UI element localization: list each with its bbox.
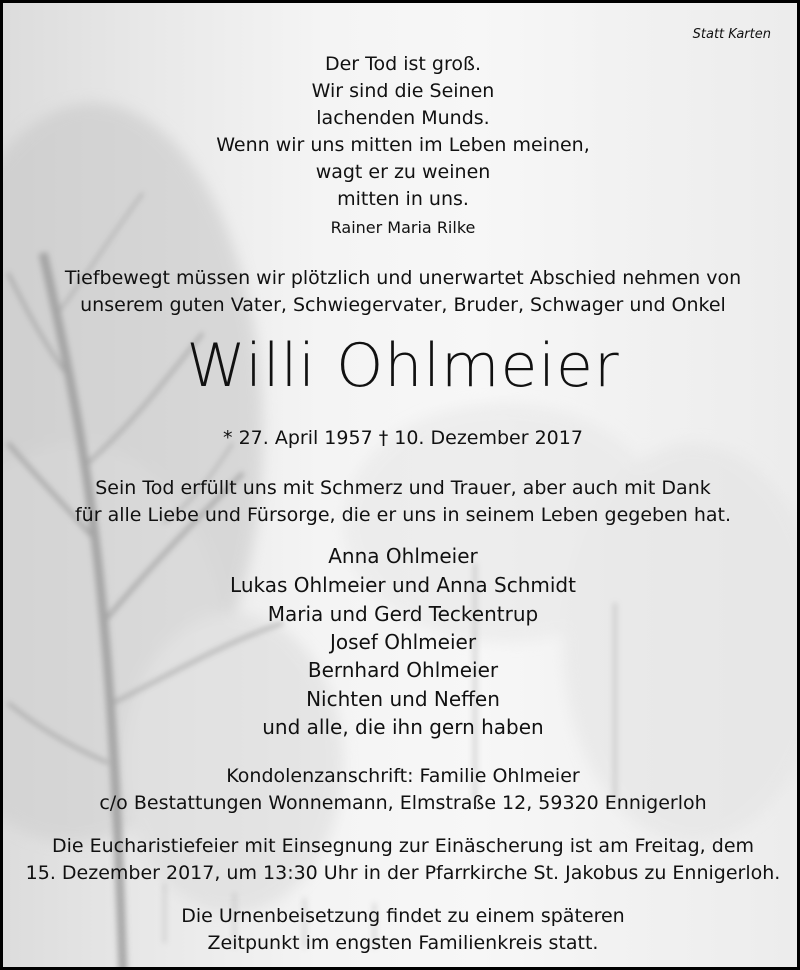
family-member: Maria und Gerd Teckentrup	[267, 602, 539, 626]
gratitude-line: für alle Liebe und Fürsorge, die er uns in seinem Leben gegeben hat.	[74, 504, 732, 526]
poem-line: wagt er zu weinen	[315, 161, 491, 183]
burial-info-line: Zeitpunkt im engsten Familienkreis statt.	[207, 932, 599, 954]
life-dates: * 27. April 1957 † 10. Dezember 2017	[223, 427, 583, 449]
family-member: Anna Ohlmeier	[328, 544, 478, 568]
poem-author: Rainer Maria Rilke	[330, 218, 476, 237]
condolence-address-line: c/o Bestattungen Wonnemann, Elmstraße 12, 59320 Ennigerloh	[99, 792, 707, 814]
poem-line: Der Tod ist groß.	[324, 53, 482, 75]
intro-line: Tiefbewegt müssen wir plötzlich und unerwartet Abschied nehmen von	[64, 267, 742, 289]
poem-line: lachenden Munds.	[316, 107, 490, 129]
deceased-name: Willi Ohlmeier	[186, 331, 620, 401]
condolence-address-line: Kondolenzanschrift: Familie Ohlmeier	[226, 765, 580, 787]
family-member: Lukas Ohlmeier und Anna Schmidt	[230, 573, 576, 597]
service-info-line: 15. Dezember 2017, um 13:30 Uhr in der Pfarrkirche St. Jakobus zu Ennigerloh.	[25, 862, 781, 884]
statt-karten-note: Statt Karten	[692, 27, 771, 42]
family-member: Bernhard Ohlmeier	[307, 658, 499, 682]
family-member: Josef Ohlmeier	[329, 630, 477, 654]
gratitude-line: Sein Tod erfüllt uns mit Schmerz und Trauer, aber auch mit Dank	[95, 477, 711, 499]
family-member: und alle, die ihn gern haben	[262, 715, 544, 739]
poem-line: Wenn wir uns mitten im Leben meinen,	[216, 134, 590, 156]
burial-info-line: Die Urnenbeisetzung findet zu einem späteren	[181, 905, 625, 927]
poem-line: mitten in uns.	[337, 188, 469, 210]
poem-line: Wir sind die Seinen	[311, 80, 495, 102]
service-info-line: Die Eucharistiefeier mit Einsegnung zur Einäscherung ist am Freitag, dem	[51, 835, 755, 857]
intro-line: unserem guten Vater, Schwiegervater, Bruder, Schwager und Onkel	[80, 294, 726, 316]
family-member: Nichten und Neffen	[306, 687, 500, 711]
